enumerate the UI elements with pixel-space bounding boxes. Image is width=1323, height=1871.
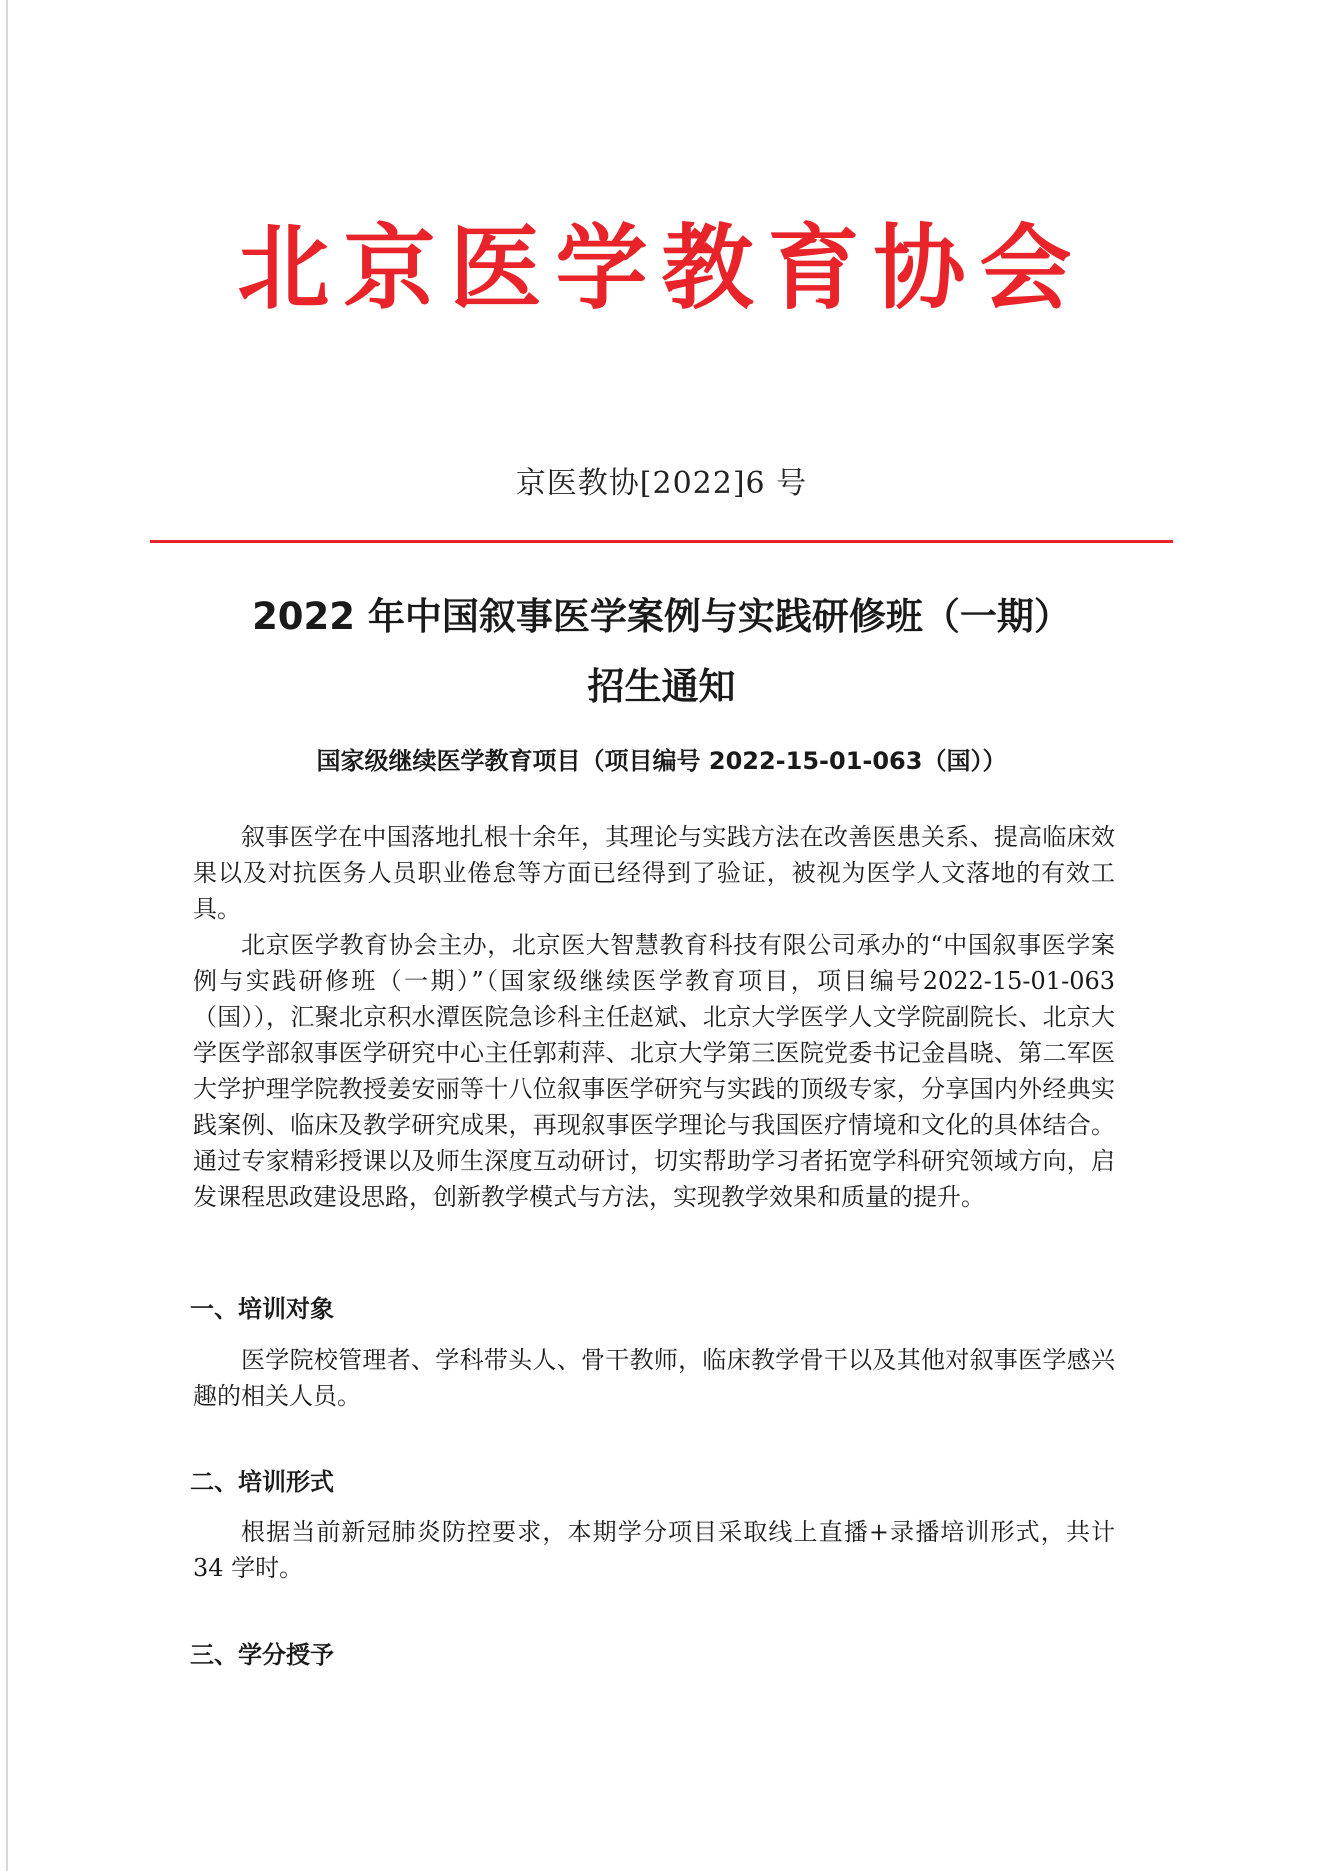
section-heading-training-format: 二、培训形式 [190, 1468, 334, 1496]
intro-paragraph: 叙事医学在中国落地扎根十余年，其理论与实践方法在改善医患关系、提高临床效果以及对抗医务人员职业倦怠等方面已经得到了验证，被视为医学人文落地的有效工具。 [193, 823, 1115, 923]
section-text-training-targets: 医学院校管理者、学科带头人、骨干教师，临床教学骨干以及其他对叙事医学感兴趣的相关人员。 [193, 1346, 1115, 1410]
section-text-training-format: 根据当前新冠肺炎防控要求，本期学分项目采取线上直播+录播培训形式，共计 34 学时。 [193, 1518, 1115, 1582]
document-number: 京医教协[2022]6 号 [515, 466, 808, 501]
section-heading-training-targets: 一、培训对象 [190, 1295, 334, 1323]
notice-title-line-1: 2022 年中国叙事医学案例与实践研修班（一期） [252, 595, 1071, 638]
section-heading-credit-award: 三、学分授予 [190, 1641, 334, 1669]
project-number-line: 国家级继续医学教育项目（项目编号 2022-15-01-063（国）） [316, 747, 1007, 775]
notice-title-line-2: 招生通知 [587, 665, 736, 708]
red-divider-rule [150, 540, 1173, 543]
organization-letterhead: 北京医学教育协会 [237, 214, 1086, 322]
organizer-paragraph: 北京医学教育协会主办，北京医大智慧教育科技有限公司承办的“中国叙事医学案例与实践研修班（一期）”（国家级继续医学教育项目，项目编号2022-15-01-063（国）），汇聚北京积水潭医院急诊科主任赵斌、北京大学医学人文学院副院长、北京大学医学部叙事医学研究中心主任郭莉萍、北京大学第三医院党委书记金昌晓、第二军医大学护理学院教授姜安丽等十八位叙事医学研究与实践的顶级专家，分享国内外经典实践案例、临床及教学研究成果，再现叙事医学理论与我国医疗情境和文化的具体结合。通过专家精彩授课以及师生深度互动研讨，切实帮助学习者拓宽学科研究领域方向，启发课程思政建设思路，创新教学模式与方法，实现教学效果和质量的提升。 [193, 931, 1115, 1211]
